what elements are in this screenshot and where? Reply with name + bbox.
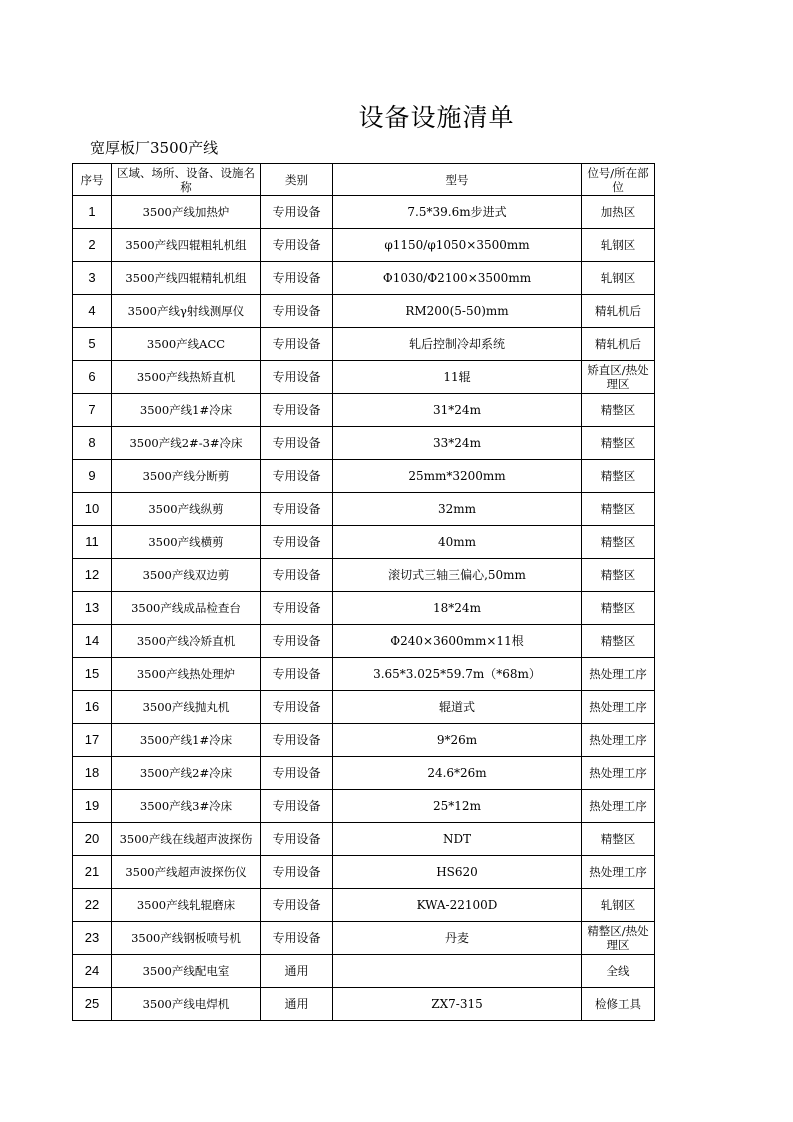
cell-category: 专用设备 <box>261 823 333 856</box>
cell-category: 专用设备 <box>261 625 333 658</box>
cell-index: 13 <box>73 592 112 625</box>
cell-index: 12 <box>73 559 112 592</box>
cell-category: 专用设备 <box>261 262 333 295</box>
cell-category: 专用设备 <box>261 889 333 922</box>
cell-category: 专用设备 <box>261 229 333 262</box>
cell-index: 14 <box>73 625 112 658</box>
cell-name: 3500产线成品检查台 <box>112 592 261 625</box>
cell-category: 专用设备 <box>261 394 333 427</box>
cell-name: 3500产线1#冷床 <box>112 394 261 427</box>
header-location: 位号/所在部位 <box>582 164 655 196</box>
cell-name: 3500产线ACC <box>112 328 261 361</box>
table-row <box>73 196 655 229</box>
cell-index: 2 <box>73 229 112 262</box>
cell-category: 专用设备 <box>261 526 333 559</box>
cell-index: 8 <box>73 427 112 460</box>
cell-index: 24 <box>73 955 112 988</box>
cell-model: 40mm <box>333 526 582 559</box>
table-row <box>73 262 655 295</box>
table-row <box>73 922 655 955</box>
cell-name: 3500产线四辊粗轧机组 <box>112 229 261 262</box>
cell-location: 精轧机后 <box>582 328 655 361</box>
cell-index: 18 <box>73 757 112 790</box>
cell-location: 精整区 <box>582 823 655 856</box>
header-name: 区域、场所、设备、设施名称 <box>112 164 261 196</box>
cell-name: 3500产线轧辊磨床 <box>112 889 261 922</box>
cell-category: 通用 <box>261 988 333 1021</box>
cell-location: 热处理工序 <box>582 724 655 757</box>
cell-location: 热处理工序 <box>582 691 655 724</box>
table-row <box>73 757 655 790</box>
table-row <box>73 889 655 922</box>
table-row <box>73 988 655 1021</box>
cell-name: 3500产线热矫直机 <box>112 361 261 394</box>
cell-location: 轧钢区 <box>582 889 655 922</box>
cell-name: 3500产线抛丸机 <box>112 691 261 724</box>
cell-location: 精整区 <box>582 493 655 526</box>
cell-model: 24.6*26m <box>333 757 582 790</box>
cell-location: 精整区/热处理区 <box>582 922 655 955</box>
cell-index: 10 <box>73 493 112 526</box>
cell-name: 3500产线加热炉 <box>112 196 261 229</box>
cell-category: 专用设备 <box>261 361 333 394</box>
table-row <box>73 295 655 328</box>
header-model: 型号 <box>333 164 582 196</box>
cell-name: 3500产线电焊机 <box>112 988 261 1021</box>
cell-location: 加热区 <box>582 196 655 229</box>
cell-name: 3500产线1#冷床 <box>112 724 261 757</box>
cell-name: 3500产线2#冷床 <box>112 757 261 790</box>
cell-location: 热处理工序 <box>582 658 655 691</box>
cell-index: 5 <box>73 328 112 361</box>
cell-name: 3500产线3#冷床 <box>112 790 261 823</box>
cell-category: 专用设备 <box>261 856 333 889</box>
cell-model: 9*26m <box>333 724 582 757</box>
cell-model: 轧后控制冷却系统 <box>333 328 582 361</box>
header-category: 类别 <box>261 164 333 196</box>
cell-model: 25*12m <box>333 790 582 823</box>
cell-location: 矫直区/热处理区 <box>582 361 655 394</box>
cell-location: 轧钢区 <box>582 262 655 295</box>
cell-model: HS620 <box>333 856 582 889</box>
cell-index: 3 <box>73 262 112 295</box>
cell-model: 7.5*39.6m步进式 <box>333 196 582 229</box>
table-row <box>73 856 655 889</box>
cell-model: 滚切式三轴三偏心,50mm <box>333 559 582 592</box>
table-row <box>73 427 655 460</box>
cell-index: 6 <box>73 361 112 394</box>
cell-index: 17 <box>73 724 112 757</box>
cell-name: 3500产线冷矫直机 <box>112 625 261 658</box>
cell-category: 通用 <box>261 955 333 988</box>
cell-index: 15 <box>73 658 112 691</box>
cell-category: 专用设备 <box>261 295 333 328</box>
table-row <box>73 592 655 625</box>
cell-model: KWA-22100D <box>333 889 582 922</box>
cell-name: 3500产线纵剪 <box>112 493 261 526</box>
table-row <box>73 658 655 691</box>
cell-model: 18*24m <box>333 592 582 625</box>
cell-name: 3500产线热处理炉 <box>112 658 261 691</box>
cell-name: 3500产线2#-3#冷床 <box>112 427 261 460</box>
cell-location: 精整区 <box>582 394 655 427</box>
table-row <box>73 361 655 394</box>
cell-category: 专用设备 <box>261 328 333 361</box>
cell-model: φ1150/φ1050×3500mm <box>333 229 582 262</box>
page-title: 设备设施清单 <box>358 103 515 132</box>
cell-index: 25 <box>73 988 112 1021</box>
cell-index: 11 <box>73 526 112 559</box>
cell-category: 专用设备 <box>261 427 333 460</box>
cell-index: 4 <box>73 295 112 328</box>
cell-model: 33*24m <box>333 427 582 460</box>
cell-model <box>333 955 582 988</box>
cell-location: 热处理工序 <box>582 790 655 823</box>
cell-name: 3500产线超声波探伤仪 <box>112 856 261 889</box>
table-row <box>73 724 655 757</box>
cell-location: 精整区 <box>582 460 655 493</box>
cell-index: 22 <box>73 889 112 922</box>
cell-name: 3500产线四辊精轧机组 <box>112 262 261 295</box>
cell-name: 3500产线γ射线测厚仪 <box>112 295 261 328</box>
table-row <box>73 394 655 427</box>
cell-category: 专用设备 <box>261 460 333 493</box>
cell-model: Φ1030/Φ2100×3500mm <box>333 262 582 295</box>
cell-index: 9 <box>73 460 112 493</box>
cell-model: 32mm <box>333 493 582 526</box>
cell-category: 专用设备 <box>261 592 333 625</box>
table-body <box>73 196 655 1021</box>
table-row <box>73 493 655 526</box>
cell-category: 专用设备 <box>261 658 333 691</box>
cell-name: 3500产线配电室 <box>112 955 261 988</box>
cell-location: 轧钢区 <box>582 229 655 262</box>
table-row <box>73 328 655 361</box>
cell-location: 全线 <box>582 955 655 988</box>
cell-index: 16 <box>73 691 112 724</box>
cell-location: 精整区 <box>582 592 655 625</box>
cell-location: 精整区 <box>582 526 655 559</box>
cell-name: 3500产线钢板喷号机 <box>112 922 261 955</box>
cell-category: 专用设备 <box>261 757 333 790</box>
cell-category: 专用设备 <box>261 493 333 526</box>
cell-model: 3.65*3.025*59.7m（*68m） <box>333 658 582 691</box>
cell-index: 20 <box>73 823 112 856</box>
table-row <box>73 229 655 262</box>
cell-model: 辊道式 <box>333 691 582 724</box>
cell-category: 专用设备 <box>261 724 333 757</box>
cell-model: Φ240×3600mm×11根 <box>333 625 582 658</box>
cell-index: 21 <box>73 856 112 889</box>
page-subtitle: 宽厚板厂3500产线 <box>90 139 219 157</box>
cell-index: 1 <box>73 196 112 229</box>
cell-location: 精轧机后 <box>582 295 655 328</box>
cell-name: 3500产线双边剪 <box>112 559 261 592</box>
cell-location: 精整区 <box>582 427 655 460</box>
table-row <box>73 559 655 592</box>
cell-location: 检修工具 <box>582 988 655 1021</box>
table-header-row <box>73 164 655 196</box>
table-row <box>73 790 655 823</box>
cell-category: 专用设备 <box>261 196 333 229</box>
header-index: 序号 <box>73 164 112 196</box>
table-row <box>73 691 655 724</box>
cell-model: 11辊 <box>333 361 582 394</box>
table-row <box>73 526 655 559</box>
equipment-table <box>72 163 655 1021</box>
cell-model: RM200(5-50)mm <box>333 295 582 328</box>
cell-location: 热处理工序 <box>582 856 655 889</box>
cell-location: 热处理工序 <box>582 757 655 790</box>
table-row <box>73 625 655 658</box>
table-row <box>73 460 655 493</box>
cell-model: 丹麦 <box>333 922 582 955</box>
table-row <box>73 823 655 856</box>
cell-category: 专用设备 <box>261 790 333 823</box>
cell-name: 3500产线横剪 <box>112 526 261 559</box>
cell-location: 精整区 <box>582 625 655 658</box>
cell-model: ZX7-315 <box>333 988 582 1021</box>
cell-index: 19 <box>73 790 112 823</box>
cell-model: 31*24m <box>333 394 582 427</box>
cell-index: 23 <box>73 922 112 955</box>
cell-category: 专用设备 <box>261 559 333 592</box>
cell-location: 精整区 <box>582 559 655 592</box>
cell-model: NDT <box>333 823 582 856</box>
cell-index: 7 <box>73 394 112 427</box>
table-row <box>73 955 655 988</box>
cell-model: 25mm*3200mm <box>333 460 582 493</box>
cell-name: 3500产线在线超声波探伤 <box>112 823 261 856</box>
cell-name: 3500产线分断剪 <box>112 460 261 493</box>
cell-category: 专用设备 <box>261 922 333 955</box>
cell-category: 专用设备 <box>261 691 333 724</box>
